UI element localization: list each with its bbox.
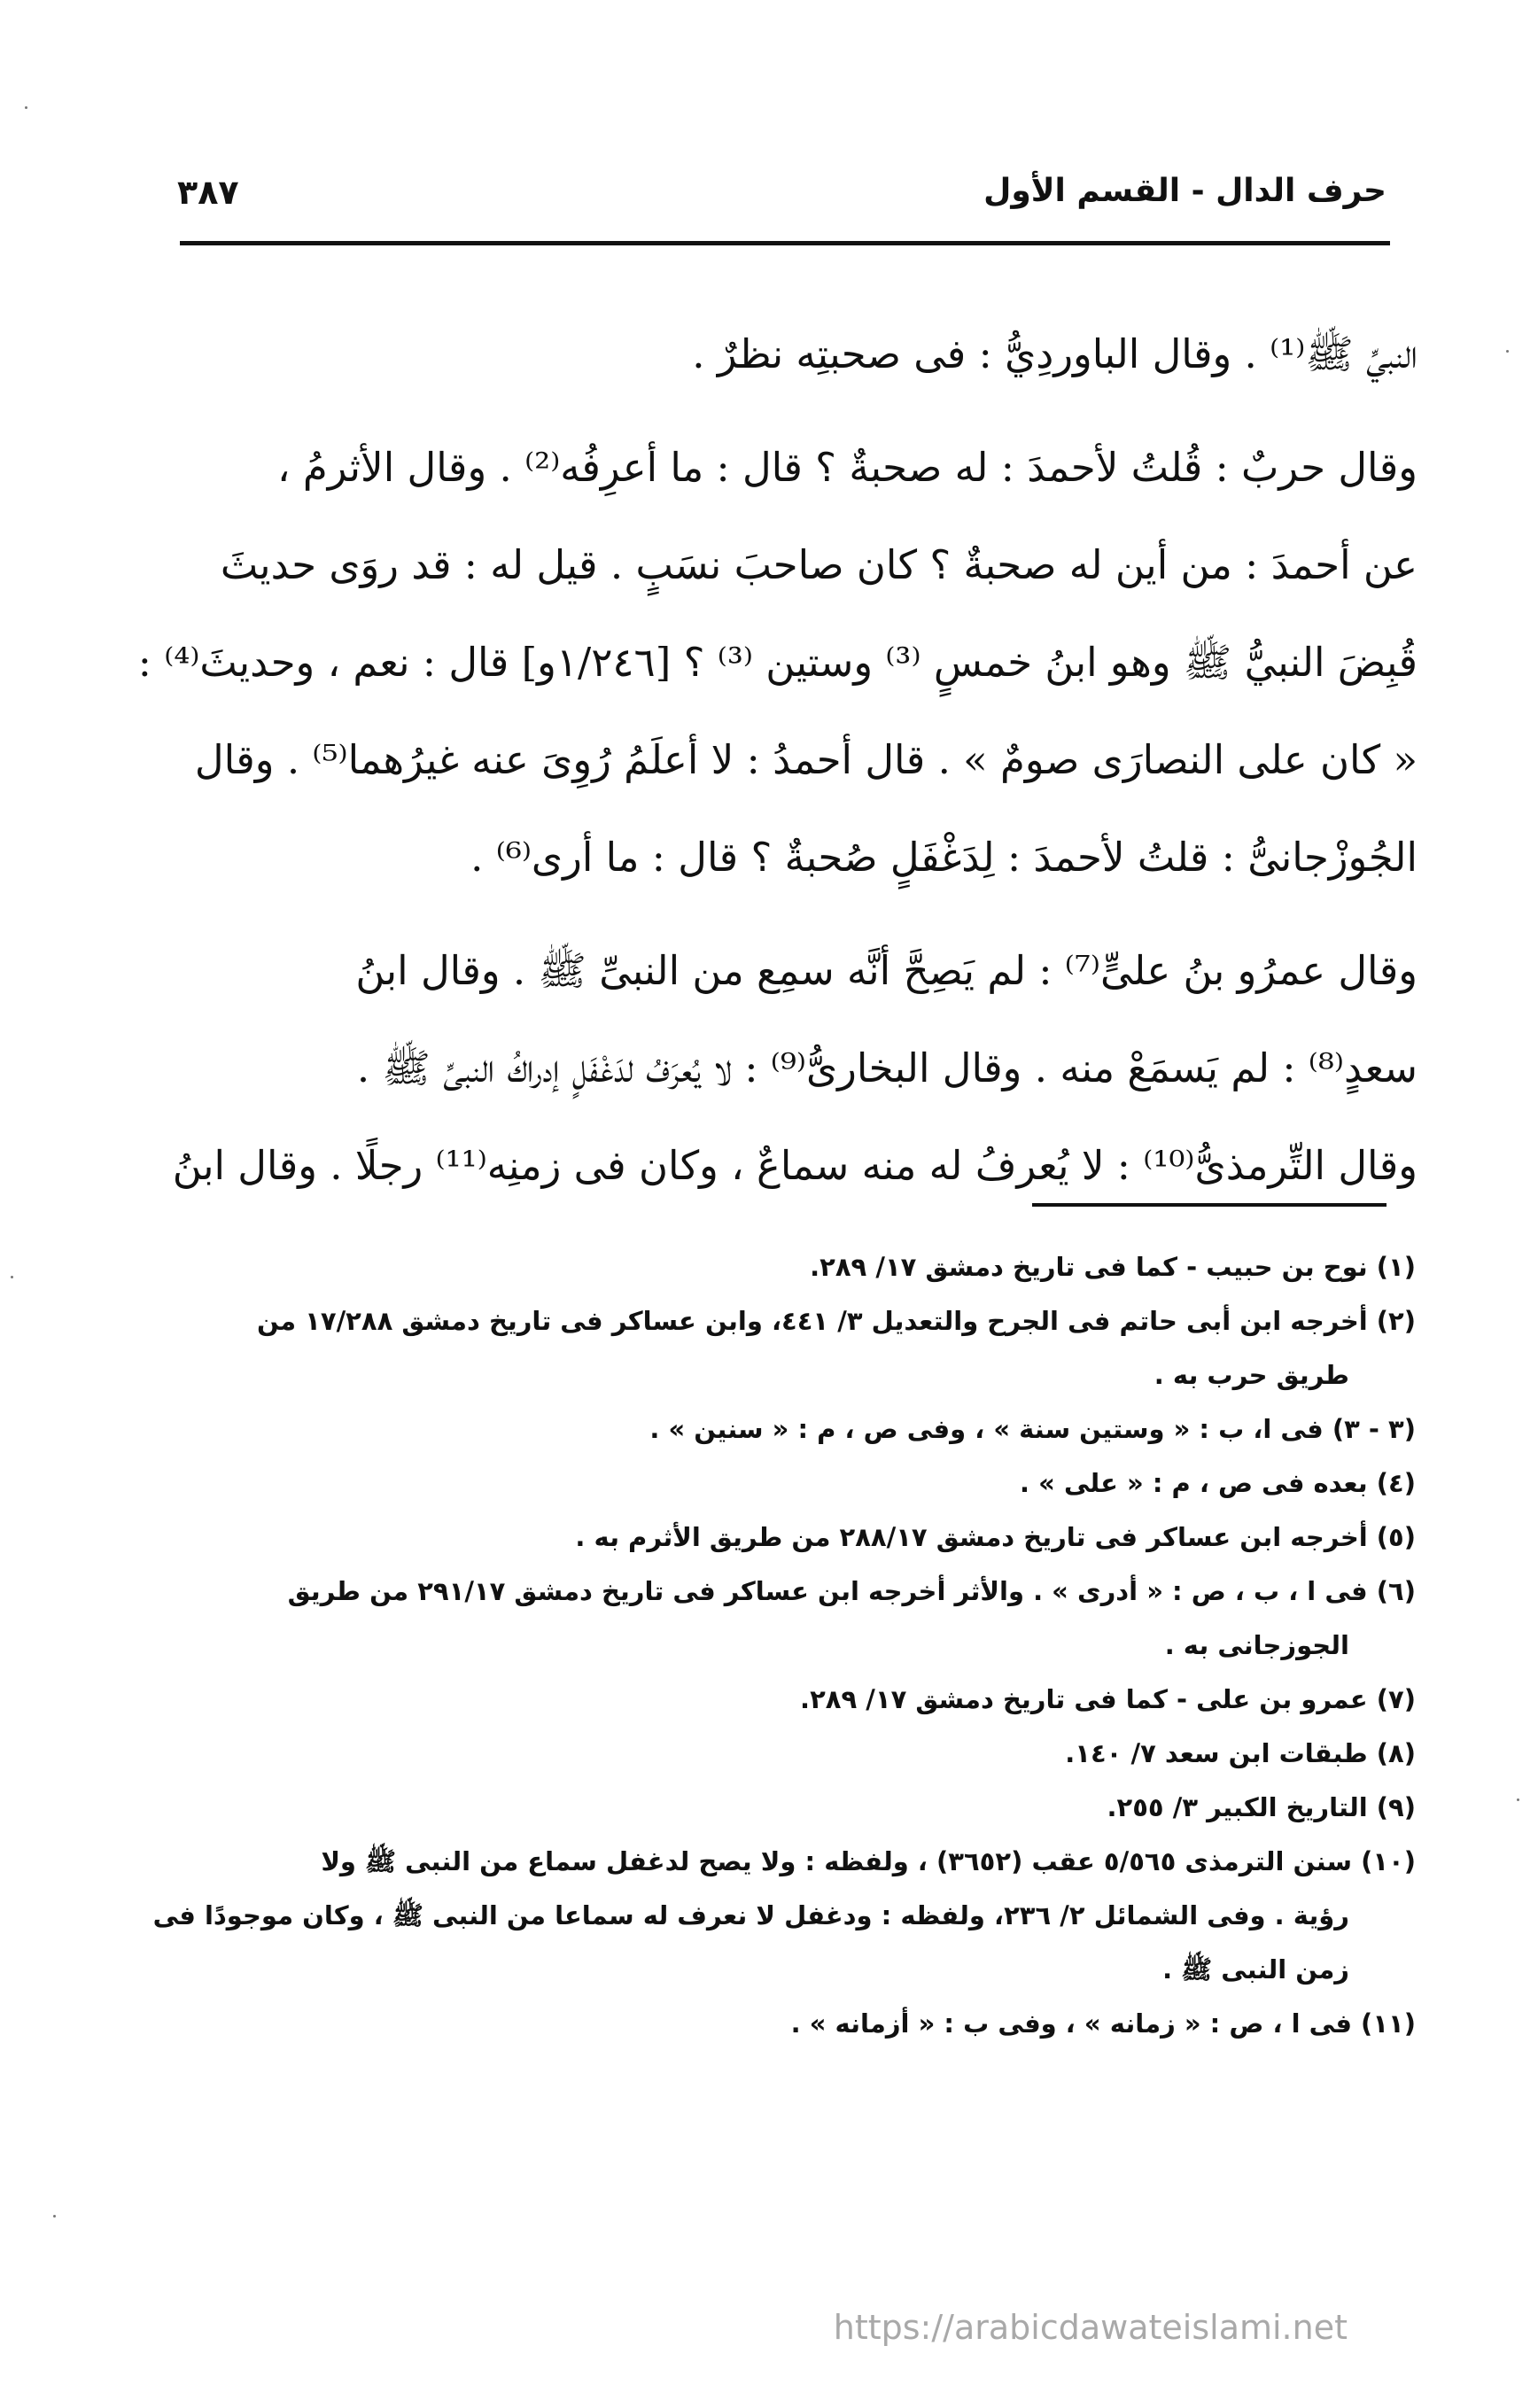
footnote: (١٠) سنن الترمذى ٥/٥٦٥ عقب (٣٦٥٢) ، ولفظه : ولا يصح لدغفل سماع من النبى ﷺ ولا (321, 1846, 1416, 1876)
text-line: وقال حربٌ : قُلتُ لأحمدَ : له صحبةٌ ؟ قال : ما أعرِفُه⁽²⁾ . وقال الأثرمُ ، (277, 444, 1418, 491)
scan-speck (1506, 350, 1509, 353)
scan-speck (1517, 1798, 1519, 1801)
footnotes (152, 1240, 1416, 2051)
footnote-continuation: الجوزجانى به . (1164, 1630, 1349, 1660)
footnote: (١١) فى ا ، ص : « زمانه » ، وفى ب : « أزمانه » . (790, 2008, 1416, 2039)
running-header (177, 173, 1387, 235)
watermark-url: https://arabicdawateislami.net (833, 2308, 1348, 2347)
footnote: (٢) أخرجه ابن أبى حاتم فى الجرح والتعديل ٣/ ٤٤١، وابن عساكر فى تاريخ دمشق ١٧/٢٨٨ من (257, 1306, 1416, 1336)
scan-speck (25, 106, 27, 109)
text-line: وقال التِّرمذىُّ⁽¹⁰⁾ : لا يُعرفُ له منه سماعٌ ، وكان فى زمنِه⁽¹¹⁾ رجلًا . وقال ابنُ (172, 1142, 1418, 1189)
text-line: الجُوزْجانىُّ : قلتُ لأحمدَ : لِدَغْفَلٍ صُحبةٌ ؟ قال : ما أرى⁽⁶⁾ . (470, 834, 1418, 881)
main-text (137, 306, 1418, 1215)
page-number: ٣٨٧ (177, 173, 239, 212)
footnote-divider (1032, 1203, 1387, 1207)
footnote: (١) نوح بن حبيب - كما فى تاريخ دمشق ١٧/ ٢٨٩. (810, 1252, 1416, 1282)
footnote: (٥) أخرجه ابن عساكر فى تاريخ دمشق ٢٨٨/١٧ من طريق الأثرم به . (575, 1522, 1416, 1552)
text-line: قُبِضَ النبيُّ ﷺ وهو ابنُ خمسٍ ⁽³⁾ وستين ⁽³⁾ ؟ [١/٢٤٦و] قال : نعم ، وحديثَ⁽⁴⁾ : (137, 639, 1418, 686)
scan-speck (53, 2215, 56, 2218)
chapter-title: حرف الدال - القسم الأول (983, 173, 1387, 209)
header-divider (180, 241, 1390, 245)
footnote: (٦) فى ا ، ب ، ص : « أدرى » . والأثر أخرجه ابن عساكر فى تاريخ دمشق ٢٩١/١٧ من طريق (287, 1576, 1416, 1606)
footnote: (٣ - ٣) فى ا، ب : « وستين سنة » ، وفى ص ، م : « سنين » . (649, 1414, 1416, 1444)
footnote-continuation: رؤية . وفى الشمائل ٢/ ٢٣٦، ولفظه : ودغفل لا نعرف له سماعا من النبى ﷺ ، وكان موجودًا فى (152, 1900, 1349, 1930)
footnote: (٨) طبقات ابن سعد ٧/ ١٤٠. (1065, 1738, 1416, 1768)
text-line: عن أحمدَ : من أين له صحبةٌ ؟ كان صاحبَ نسَبٍ . قيل له : قد روَى حديثَ (220, 541, 1418, 588)
footnote: (٧) عمرو بن على - كما فى تاريخ دمشق ١٧/ ٢٨٩. (800, 1684, 1416, 1714)
footnote: (٩) التاريخ الكبير ٣/ ٢٥٥. (1107, 1792, 1416, 1822)
footnote-continuation: زمن النبى ﷺ . (1162, 1954, 1349, 1985)
text-line: وقال عمرُو بنُ علىٍّ⁽⁷⁾ : لم يَصِحَّ أنَّه سمِع من النبىِّ ﷺ . وقال ابنُ (355, 947, 1418, 994)
scan-speck (11, 1276, 13, 1278)
text-line: سعدٍ⁽⁸⁾ : لم يَسمَعْ منه . وقال البخارىُّ⁽⁹⁾ : لا يُعرَفُ لدَغْفَلٍ إدراكُ النبىِّ ﷺ . (356, 1045, 1418, 1091)
text-line: « كان على النصارَى صومٌ » . قال أحمدُ : لا أعلَمُ رُوِىَ عنه غيرُهما⁽⁵⁾ . وقال (194, 736, 1418, 783)
footnote-continuation: طريق حرب به . (1154, 1360, 1349, 1390)
footnote: (٤) بعده فى ص ، م : « على » . (1020, 1468, 1416, 1498)
text-line: النبيِّ ﷺ⁽¹⁾ . وقال الباوردِيُّ : فى صحبتِه نظرٌ . (692, 330, 1418, 377)
